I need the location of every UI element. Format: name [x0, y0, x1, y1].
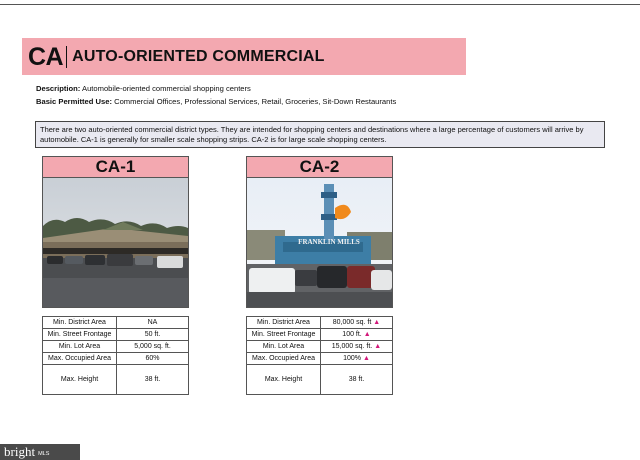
description-text: Automobile-oriented commercial shopping centers: [82, 84, 251, 93]
table-row: [43, 329, 189, 341]
row-value: [321, 353, 393, 365]
table-row: [43, 365, 189, 395]
row-value: 5,000 sq. ft.: [117, 341, 189, 353]
watermark-suffix: MLS: [38, 451, 50, 457]
row-value: [321, 329, 393, 341]
value-text: 100%: [343, 355, 361, 362]
basic-use-text: Commercial Offices, Professional Services, Retail, Groceries, Sit-Down Restaurants: [114, 97, 397, 106]
strip-mall-photo: [42, 178, 189, 308]
row-label: Min. Lot Area: [247, 341, 321, 353]
row-label: Max. Height: [43, 365, 117, 395]
row-value: 38 ft.: [321, 365, 393, 395]
row-label: Min. District Area: [247, 317, 321, 329]
row-label: Min. Lot Area: [43, 341, 117, 353]
watermark-brand: bright: [4, 444, 36, 459]
row-value: [321, 317, 393, 329]
dimensions-table: [246, 316, 393, 395]
top-rule: [0, 4, 640, 5]
description-label: Description:: [36, 84, 81, 93]
row-label: Max. Occupied Area: [247, 353, 321, 365]
mall-illustration: [247, 178, 392, 308]
row-label: Max. Height: [247, 365, 321, 395]
table-row: [247, 353, 393, 365]
value-text: 100 ft.: [342, 331, 362, 338]
basic-use-label: Basic Permitted Use:: [36, 97, 112, 106]
district-column-ca-2: [246, 156, 393, 383]
row-label: Min. Street Frontage: [247, 329, 321, 341]
row-label: Min. District Area: [43, 317, 117, 329]
table-row: [247, 365, 393, 395]
district-title: AUTO-ORIENTED COMMERCIAL: [72, 47, 325, 65]
table-row: [43, 317, 189, 329]
intro-box: There are two auto-oriented commercial district types. They are intended for shopping centers and destinations where a large percentage of customers will arrive by automobile. CA-1 is generally for smaller scale shopping strips. CA-2 is for large scale shopping centers.: [35, 121, 605, 148]
description-line: [36, 84, 251, 93]
increase-triangle-icon: ▲: [363, 331, 371, 338]
bright-mls-watermark: [0, 444, 80, 460]
mall-photo: [246, 178, 393, 308]
strip-mall-illustration: [43, 178, 188, 308]
row-value: 50 ft.: [117, 329, 189, 341]
value-text: 80,000 sq. ft: [332, 319, 372, 326]
table-row: [247, 329, 393, 341]
title-banner: [22, 38, 466, 75]
basic-use-line: [36, 97, 396, 106]
district-heading: CA-2: [246, 156, 393, 178]
district-code: CA: [28, 46, 67, 68]
table-row: [247, 317, 393, 329]
row-label: Min. Street Frontage: [43, 329, 117, 341]
row-value: 60%: [117, 353, 189, 365]
increase-triangle-icon: ▲: [362, 355, 370, 362]
value-text: 15,000 sq. ft.: [331, 343, 373, 350]
table-row: [247, 341, 393, 353]
row-value: NA: [117, 317, 189, 329]
increase-triangle-icon: ▲: [373, 319, 381, 326]
table-row: [43, 353, 189, 365]
row-label: Max. Occupied Area: [43, 353, 117, 365]
row-value: [321, 341, 393, 353]
increase-triangle-icon: ▲: [374, 343, 382, 350]
district-column-ca-1: [42, 156, 189, 383]
district-heading: CA-1: [42, 156, 189, 178]
mall-sign-text: FRANKLIN MILLS: [298, 238, 360, 246]
dimensions-table: [42, 316, 189, 395]
row-value: 38 ft.: [117, 365, 189, 395]
table-row: [43, 341, 189, 353]
